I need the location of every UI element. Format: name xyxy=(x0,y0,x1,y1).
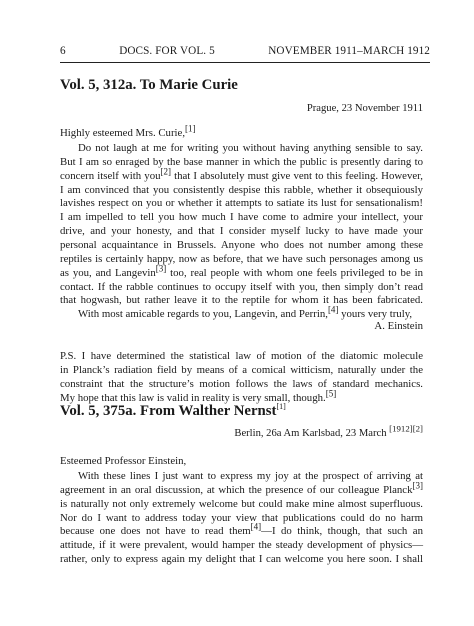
footnote-ref: [5] xyxy=(325,387,337,398)
text-line: attitude, if it were prevalent, would hamper the steady development of physics— xyxy=(60,539,423,552)
doc2-footnote-ref: [1] xyxy=(276,402,286,412)
text-line: lavishes respect on you or whether it attempts to satiate its lust for sensationalism! xyxy=(60,197,423,210)
doc2-title-text: Vol. 5, 375a. From Walther Nernst xyxy=(60,403,277,419)
text-line: I am impelled to tell you how much I have come to admire your intellect, your xyxy=(60,211,423,224)
text-line: drive, and your honesty, and that I consider myself lucky to have made your xyxy=(60,225,423,238)
doc2-salutation: Esteemed Professor Einstein, xyxy=(60,455,187,467)
text-line: reptiles is certainly happy, now as before, that we have such personages among us xyxy=(60,252,423,265)
doc1-footnote-ref: [1] xyxy=(185,123,196,134)
text-line: With these lines I just want to express my joy at the prospect of arriving at xyxy=(78,470,423,482)
text-line: I am convinced that you consistently despise this rabble, whether it obsequiously xyxy=(60,183,423,196)
date-range: NOVEMBER 1911–MARCH 1912 xyxy=(268,45,430,57)
text-line: is naturally not only extremely welcome but could make mine almost superfluous. xyxy=(60,497,423,510)
footnote-ref: [2] xyxy=(160,166,171,177)
footnote-ref: [1912] xyxy=(389,423,413,434)
page-number: 6 xyxy=(60,45,66,57)
text-line: agreement in an oral discussion, at which the presence of our colleague Planck[3] xyxy=(60,480,423,496)
text-line: constraint that the structure’s motion follows the laws of standard mechanics. xyxy=(60,377,423,390)
doc1-salutation-text: Highly esteemed Mrs. Curie, xyxy=(60,127,186,139)
text-line: concern itself with you[2] that I absolutely must give vent to this feeling. However, xyxy=(60,166,424,182)
text-line: P.S. I have determined the statistical law of motion of the diatomic molecule xyxy=(60,350,423,362)
text-line: in Planck’s radiation field by means of a comical witticism, naturally under the xyxy=(60,363,423,376)
doc2-title xyxy=(60,403,286,420)
text-line: personal acquaintance in Brussels. Anyone who does not number among these xyxy=(60,238,423,251)
text-line: because one does not have to read them[4]—I do think, though, that such an xyxy=(60,521,423,538)
text-line: My hope that this law is valid in reality is very small, though.[5] xyxy=(60,387,337,404)
footnote-ref: [3] xyxy=(155,263,167,274)
text-line: With most amicable regards to you, Langevin, and Perrin,[4] yours very truly, xyxy=(78,304,413,321)
text-line: Nor do I want to address today your view that publications could do no harm xyxy=(60,511,423,524)
doc1-dateline: Prague, 23 November 1911 xyxy=(306,103,423,114)
doc1-signature: A. Einstein xyxy=(374,320,423,332)
text-line: But I am so enraged by the base manner in which the public is presently daring to xyxy=(60,155,423,168)
doc1-title xyxy=(60,77,238,94)
text-line: that hogwash, but rather leave it to the reptile for whom it has been fabricated. xyxy=(60,294,423,307)
running-header xyxy=(60,45,430,57)
running-title: DOCS. FOR VOL. 5 xyxy=(119,45,215,57)
doc2-dateline: Berlin, 26a Am Karlsbad, 23 March [1912][2] xyxy=(234,423,423,439)
text-line: as you, and Langevin[3] too, real people with whom one feels privileged to be in xyxy=(60,263,423,279)
footnote-ref: [3] xyxy=(412,480,423,491)
header-rule xyxy=(60,62,430,63)
text-line: contact. If the rabble continues to occupy itself with you, then simply don’t read xyxy=(60,280,423,293)
footnote-ref: [4] xyxy=(327,304,339,315)
doc1-salutation xyxy=(60,123,196,139)
text-line: rather, only to express again my delight that I can welcome you here soon. I shall xyxy=(60,553,423,566)
footnote-ref: [4] xyxy=(250,521,262,532)
text-line: Do not laugh at me for writing you without having anything sensible to say. xyxy=(78,142,423,154)
doc1-title-text: Vol. 5, 312a. To Marie Curie xyxy=(60,77,238,93)
footnote-ref: [2] xyxy=(412,423,423,434)
